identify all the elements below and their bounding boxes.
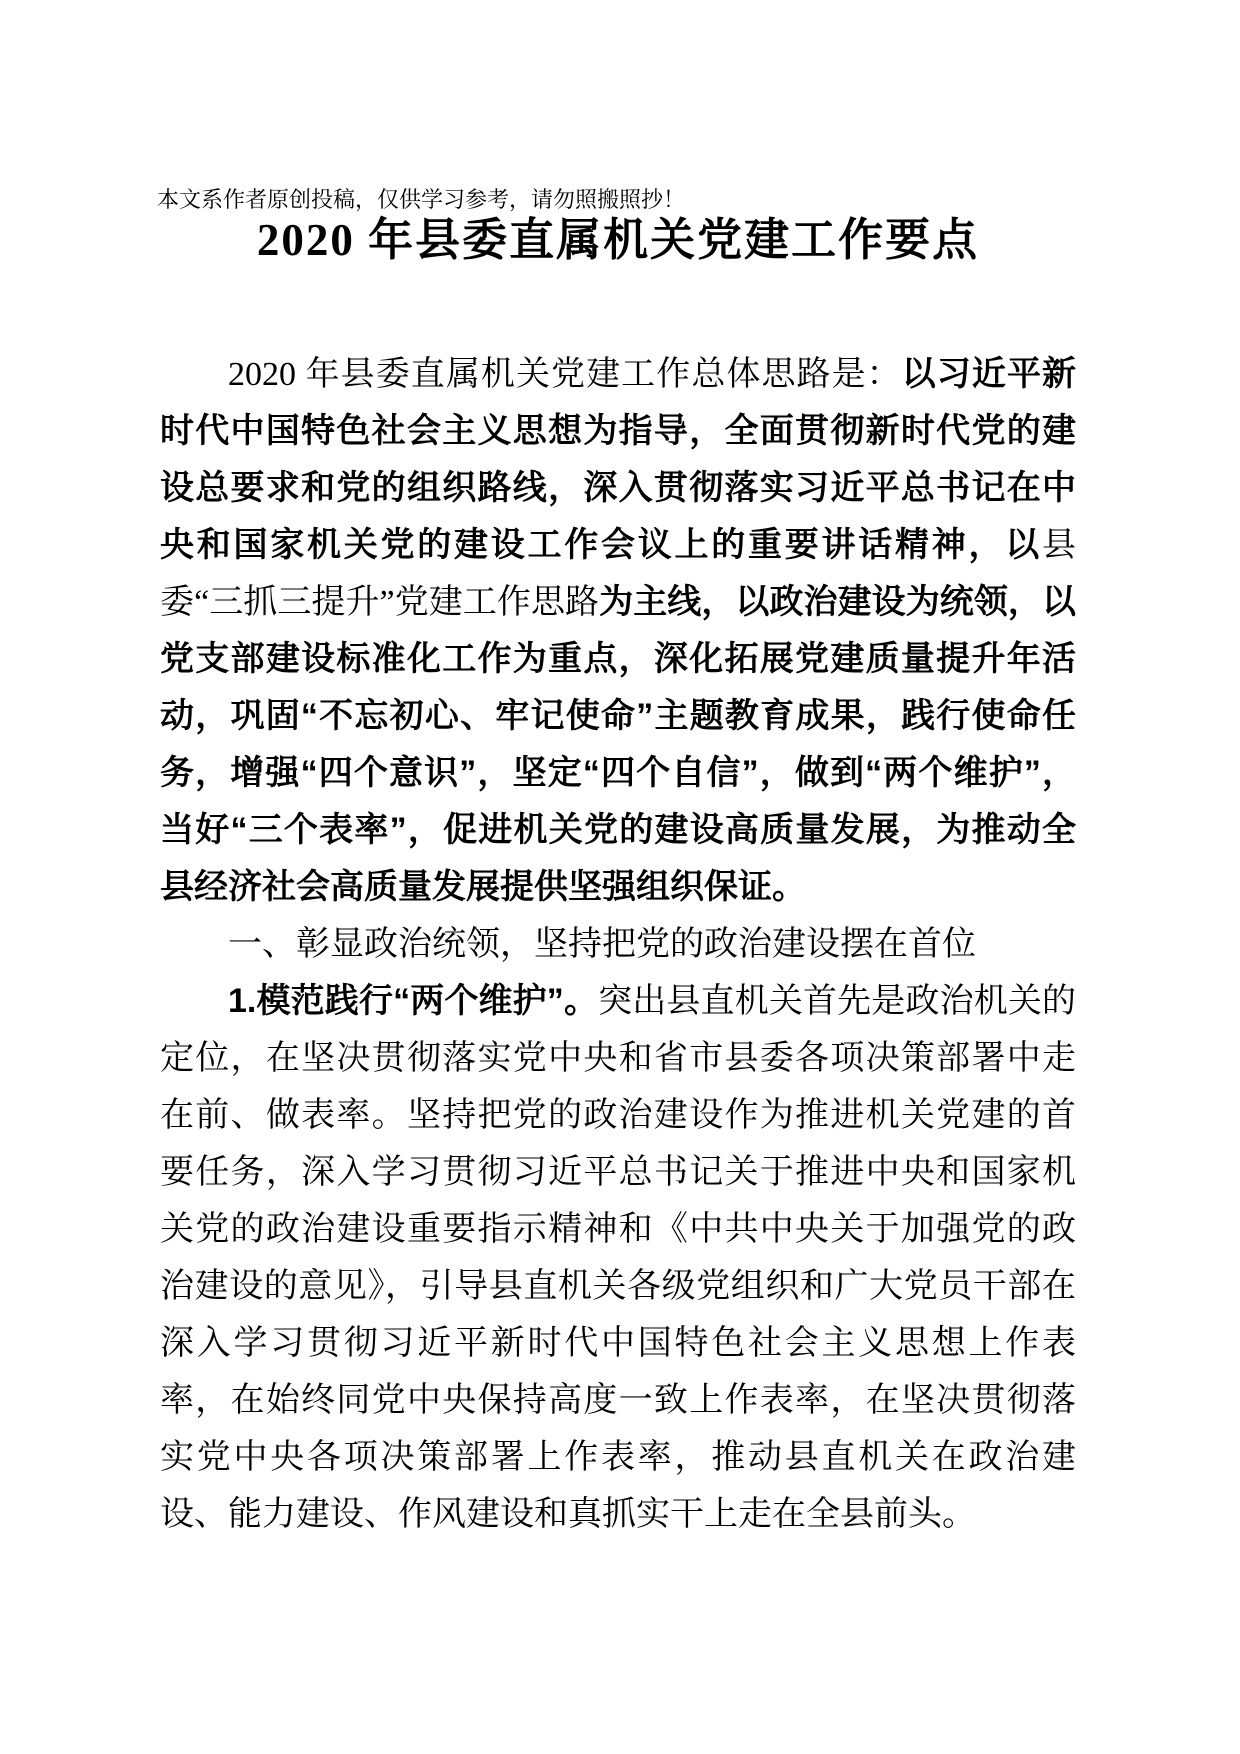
text-segment: 2020 年县委直属机关党建工作总体思路是： [228,356,902,393]
bold-text-segment: 为主线，以政治建设为统领，以党支部建设标准化工作为重点，深化拓展党建质量提升年活动，巩固“不忘初心、牢记使命”主题教育成果，践行使命任务，增强“四个意识”，坚定“四个自信”，做到“两个维护”，当好“三个表率”，促进机关党的建设高质量发展，为推动全县经济社会高质量发展提供坚强组织保证。 [160,583,1076,906]
page-title: 2020 年县委直属机关党建工作要点 [256,215,980,265]
bold-text-segment: 1.模范践行“两个维护”。 [228,982,599,1020]
body-paragraph [160,346,1076,916]
text-segment: 一、彰显政治统领，坚持把党的政治建设摆在首位 [228,926,976,963]
section-heading [160,916,1076,973]
text-segment: 县委“三抓三提升”党建工作思路 [160,527,1076,621]
text-segment: 突出县直机关首先是政治机关的定位，在坚决贯彻落实党中央和省市县委各项决策部署中走在前、做表率。坚持把党的政治建设作为推进机关党建的首要任务，深入学习贯彻习近平总书记关于推进中央和国家机关党的政治建设重要指示精神和《中共中央关于加强党的政治建设的意见》，引导县直机关各级党组织和广大党员干部在深入学习贯彻习近平新时代中国特色社会主义思想上作表率，在始终同党中央保持高度一致上作表率，在坚决贯彻落实党中央各项决策部署上作表率，推动县直机关在政治建设、能力建设、作风建设和真抓实干上走在全县前头。 [160,983,1077,1533]
disclaimer-text: 本文系作者原创投稿，仅供学习参考，请勿照搬照抄！ [157,187,686,212]
bold-text-segment: 以习近平新时代中国特色社会主义思想为指导，全面贯彻新时代党的建设总要求和党的组织路线，深入贯彻落实习近平总书记在中央和国家机关党的建设工作会议上的重要讲话精神，以 [160,355,1077,564]
document-body [160,346,1076,1543]
body-paragraph [160,973,1076,1543]
